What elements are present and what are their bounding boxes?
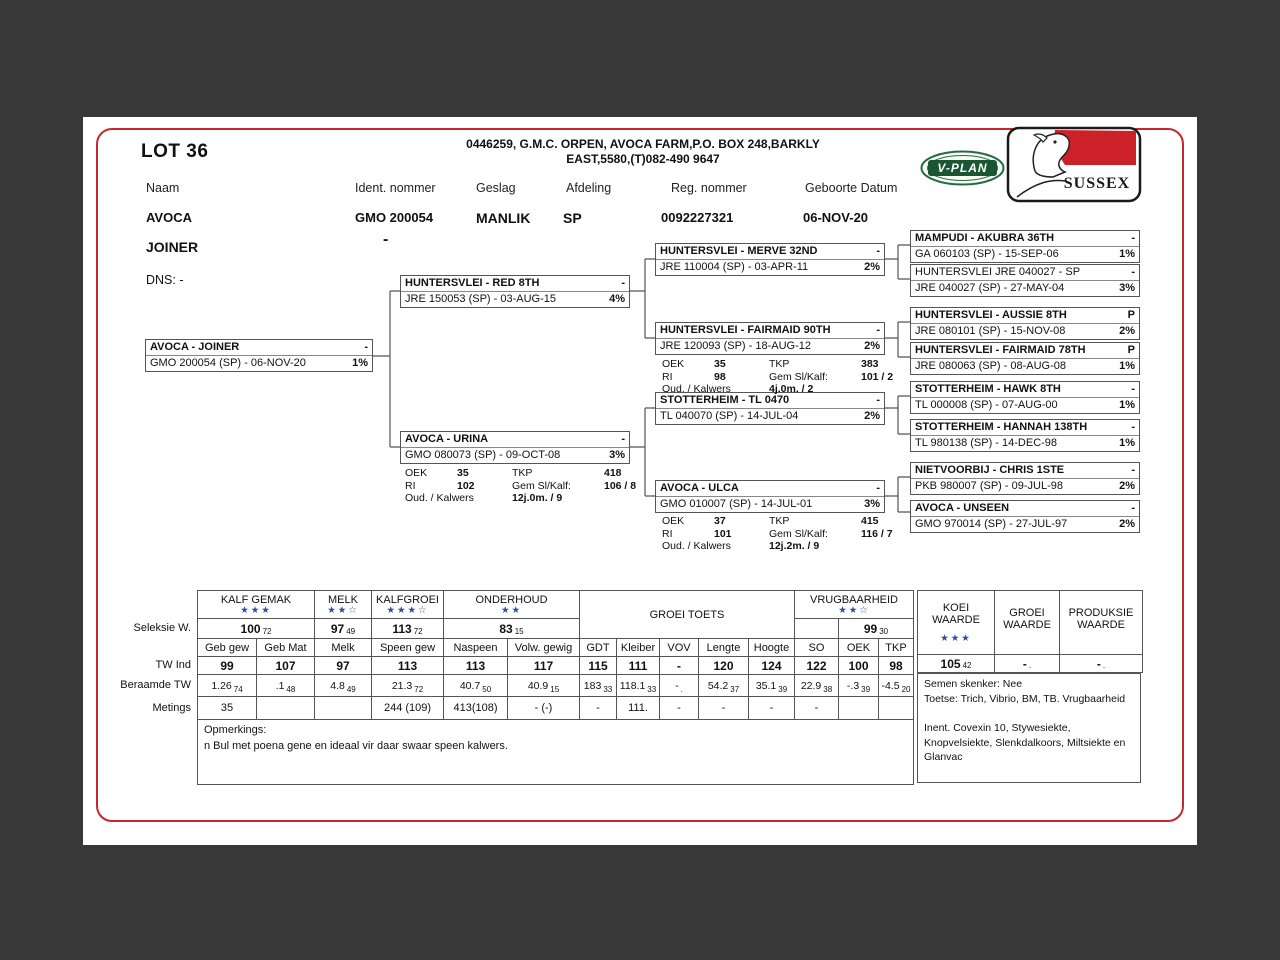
stat-oud: 12j.2m. / 9 (769, 540, 820, 552)
accuracy-sub: 42 (962, 661, 972, 670)
pedigree-box-ggp-8 (910, 500, 1140, 533)
dns-line: DNS: - (146, 273, 184, 287)
poll-badge: - (621, 277, 625, 289)
group-onderhoud (444, 591, 579, 618)
label-reg-nommer: Reg. nommer (671, 181, 747, 195)
col-header: Kleiber (617, 639, 659, 656)
stat-ri: 102 (457, 479, 475, 492)
koei-waarde-header (918, 591, 994, 654)
ebv-value: 40.9 (527, 679, 549, 692)
poll-badge: - (1131, 464, 1135, 476)
animal-reg: JRE 110004 (SP) - 03-APR-11 (660, 261, 809, 273)
waarde-table (917, 590, 1143, 673)
star-rating: ★★★☆ (386, 604, 429, 616)
waarde-label: PRODUKSIE (1068, 606, 1134, 619)
pedigree-box-dam (400, 431, 630, 464)
col-header: Geb gew (198, 639, 256, 656)
pedigree-box-ggp-1 (910, 230, 1140, 263)
row-label-metings: Metings (152, 702, 191, 714)
beraamde-cell (508, 675, 579, 696)
sussex-logo (1005, 125, 1143, 207)
accuracy-sub: 33 (603, 685, 613, 694)
animal-reg: GMO 200054 (SP) - 06-NOV-20 (150, 357, 306, 369)
stat-label-oek: OEK (662, 358, 685, 370)
inentings-line: Inent. Covexin 10, Stywesiekte, Knopvelsiekte, Slenkdalkoors, Miltsiekte en Glanvac (924, 722, 1126, 763)
inbreeding-pct: 4% (609, 293, 625, 305)
metings-cell: 35 (198, 697, 256, 719)
group-groei-toets: GROEI TOETS (580, 591, 794, 638)
seleksie-value: 83 (499, 621, 513, 636)
metings-cell: 244 (109) (372, 697, 443, 719)
metings-cell: - (795, 697, 838, 719)
accuracy-sub: 49 (346, 627, 356, 636)
label-naam: Naam (146, 181, 180, 195)
waarde-label: WAARDE (1077, 618, 1125, 631)
koei-waarde-value (918, 655, 994, 672)
beraamde-cell (580, 675, 616, 696)
tw-ind-cell: 113 (372, 657, 443, 674)
metings-cell: - (749, 697, 794, 719)
tw-ind-cell: 107 (257, 657, 314, 674)
stat-label-ri: RI (405, 479, 416, 492)
row-label-beraamde-tw: Beraamde TW (120, 679, 191, 691)
pedigree-box-ggp-3 (910, 307, 1140, 340)
tw-ind-cell: 98 (879, 657, 913, 674)
beraamde-cell (749, 675, 794, 696)
stat-tkp: 415 (861, 515, 879, 527)
ident-dash: - (383, 231, 389, 248)
metings-cell (879, 697, 913, 719)
inbreeding-pct: 1% (1119, 360, 1135, 372)
ebv-value: 40.7 (459, 679, 481, 692)
inbreeding-pct: 2% (1119, 325, 1135, 337)
ebv-value: 35.1 (755, 679, 777, 692)
animal-name: STOTTERHEIM - HANNAH 138TH (915, 421, 1088, 433)
metings-cell (839, 697, 878, 719)
value-ident-nommer: GMO 200054 (355, 210, 434, 225)
waarde-value: 105 (940, 656, 961, 671)
star-rating: ★★ (500, 604, 523, 616)
star-rating: ★★★ (940, 632, 972, 644)
col-header: Hoogte (749, 639, 794, 656)
waarde-value: - (1096, 656, 1101, 671)
col-header: GDT (580, 639, 616, 656)
ebv-value: - (675, 679, 679, 692)
col-header: OEK (839, 639, 878, 656)
group-label: MELK (328, 593, 358, 606)
stat-tkp: 383 (861, 358, 879, 370)
animal-reg: JRE 120093 (SP) - 18-AUG-12 (660, 340, 812, 352)
pedigree-box-ggp-2 (910, 264, 1140, 297)
label-geslag: Geslag (476, 181, 516, 195)
seleksie-cell (839, 619, 913, 638)
stat-label-tkp: TKP (769, 515, 790, 527)
animal-reg: GMO 080073 (SP) - 09-OCT-08 (405, 449, 561, 461)
poll-badge: - (364, 341, 368, 353)
animal-name: HUNTERSVLEI - RED 8TH (405, 277, 540, 289)
inbreeding-pct: 2% (864, 261, 880, 273)
stat-label-tkp: TKP (769, 358, 790, 370)
group-vrugbaarheid (795, 591, 913, 618)
opmerkings-title: Opmerkings: (204, 724, 267, 736)
tw-ind-cell: 97 (315, 657, 371, 674)
metings-cell: 413(108) (444, 697, 507, 719)
accuracy-sub: 72 (413, 627, 423, 636)
semen-skenker-line: Semen skenker: Nee (924, 678, 1023, 690)
stat-label-oek: OEK (662, 515, 685, 527)
ebv-value: .1 (275, 679, 285, 692)
beraamde-cell (198, 675, 256, 696)
beraamde-cell (839, 675, 878, 696)
inbreeding-pct: 2% (864, 340, 880, 352)
tw-ind-cell: 99 (198, 657, 256, 674)
beraamde-cell (617, 675, 659, 696)
star-rating: ★★☆ (327, 604, 359, 616)
animal-reg: JRE 150053 (SP) - 03-AUG-15 (405, 293, 557, 305)
animal-second-name: JOINER (146, 239, 199, 255)
inbreeding-pct: 2% (1119, 480, 1135, 492)
stat-ri: 98 (714, 370, 726, 383)
ebv-value: 21.3 (391, 679, 413, 692)
metings-cell: - (580, 697, 616, 719)
accuracy-sub: 50 (482, 685, 492, 694)
stat-oud: 12j.0m. / 9 (512, 492, 563, 504)
stat-label-gem: Gem Sl/Kalf: (512, 479, 571, 492)
animal-reg: GMO 970014 (SP) - 27-JUL-97 (915, 518, 1068, 530)
produksie-waarde-value (1060, 655, 1142, 672)
col-header: Speen gew (372, 639, 443, 656)
beraamde-cell (444, 675, 507, 696)
seleksie-value: 113 (392, 621, 412, 636)
animal-name: STOTTERHEIM - TL 0470 (660, 394, 790, 406)
seleksie-empty-cell (795, 619, 838, 638)
vplan-logo-text: V-PLAN (937, 161, 988, 175)
seleksie-value: 97 (330, 621, 345, 636)
metings-cell: - (699, 697, 748, 719)
inbreeding-pct: 1% (1119, 437, 1135, 449)
stats-urina (405, 467, 660, 505)
accuracy-sub: 15 (514, 627, 524, 636)
pedigree-box-gp-1 (655, 243, 885, 276)
group-label: KALFGROEI (376, 593, 439, 606)
stat-gem: 106 / 8 (604, 479, 637, 492)
animal-name: AVOCA - UNSEEN (915, 502, 1010, 514)
waarde-label: WAARDE (932, 613, 980, 626)
inbreeding-pct: 1% (1119, 399, 1135, 411)
poll-badge: - (876, 394, 880, 406)
ebv-value: 118.1 (619, 679, 646, 692)
stat-label-gem: Gem Sl/Kalf: (769, 527, 828, 540)
accuracy-sub: . (1028, 661, 1032, 670)
poll-badge: - (1131, 383, 1135, 395)
stat-gem: 116 / 7 (861, 527, 893, 540)
stat-label-ri: RI (662, 370, 673, 383)
poll-badge: - (876, 482, 880, 494)
seleksie-cell (315, 619, 371, 638)
col-header: Geb Mat (257, 639, 314, 656)
ebv-value: 54.2 (707, 679, 729, 692)
label-ident-nommer: Ident. nommer (355, 181, 436, 195)
inbreeding-pct: 2% (864, 410, 880, 422)
tw-ind-cell: 117 (508, 657, 579, 674)
tw-ind-cell: - (660, 657, 698, 674)
beraamde-cell (257, 675, 314, 696)
stat-oud: 4j.0m. / 2 (769, 383, 814, 395)
poll-badge: - (621, 433, 625, 445)
pedigree-box-ggp-5 (910, 381, 1140, 414)
stat-oek: 37 (714, 515, 726, 527)
ebv-table (197, 590, 914, 785)
accuracy-sub: 33 (647, 685, 657, 694)
stat-label-gem: Gem Sl/Kalf: (769, 370, 828, 383)
stats-fairmaid (662, 358, 917, 396)
accuracy-sub: 37 (730, 685, 740, 694)
group-melk (315, 591, 371, 618)
groei-waarde-value (995, 655, 1059, 672)
animal-reg: TL 000008 (SP) - 07-AUG-00 (915, 399, 1058, 411)
label-afdeling: Afdeling (566, 181, 612, 195)
animal-reg: GMO 010007 (SP) - 14-JUL-01 (660, 498, 813, 510)
accuracy-sub: 20 (901, 685, 911, 694)
value-afdeling: SP (563, 210, 582, 226)
row-label-tw-ind: TW Ind (155, 659, 191, 671)
animal-reg: PKB 980007 (SP) - 09-JUL-98 (915, 480, 1063, 492)
pedigree-box-ggp-4 (910, 342, 1140, 375)
animal-reg: TL 040070 (SP) - 14-JUL-04 (660, 410, 799, 422)
group-kalfgroei (372, 591, 443, 618)
col-header: VOV (660, 639, 698, 656)
pedigree-box-gp-4 (655, 480, 885, 513)
poll-badge: - (1131, 232, 1135, 244)
metings-cell (257, 697, 314, 719)
tw-ind-cell: 115 (580, 657, 616, 674)
accuracy-sub: 15 (550, 685, 560, 694)
animal-name: STOTTERHEIM - HAWK 8TH (915, 383, 1061, 395)
beraamde-cell (315, 675, 371, 696)
poll-badge: P (1127, 309, 1135, 321)
poll-badge: - (876, 245, 880, 257)
tw-ind-cell: 122 (795, 657, 838, 674)
stat-label-oud: Oud. / Kalwers (405, 492, 474, 504)
inbreeding-pct: 3% (864, 498, 880, 510)
poll-badge: P (1127, 344, 1135, 356)
accuracy-sub: 74 (233, 685, 243, 694)
seleksie-value: 100 (240, 621, 261, 636)
pedigree-box-ggp-6 (910, 419, 1140, 452)
produksie-waarde-header (1060, 591, 1142, 654)
opmerkings-box (198, 720, 913, 784)
tw-ind-cell: 120 (699, 657, 748, 674)
star-rating: ★★☆ (838, 604, 870, 616)
seleksie-cell (372, 619, 443, 638)
inbreeding-pct: 3% (609, 449, 625, 461)
animal-name: HUNTERSVLEI - FAIRMAID 78TH (915, 344, 1086, 356)
inbreeding-pct: 2% (1119, 518, 1135, 530)
animal-reg: JRE 080063 (SP) - 08-AUG-08 (915, 360, 1067, 372)
stat-label-ri: RI (662, 527, 673, 540)
metings-cell: - (-) (508, 697, 579, 719)
address-line-1: 0446259, G.M.C. ORPEN, AVOCA FARM,P.O. BOX 248,BARKLY (466, 137, 820, 151)
stat-tkp: 418 (604, 467, 622, 479)
beraamde-cell (795, 675, 838, 696)
metings-cell: 111. (617, 697, 659, 719)
waarde-label: GROEI (1009, 606, 1045, 619)
seleksie-cell (444, 619, 579, 638)
poll-badge: - (876, 324, 880, 336)
stat-oek: 35 (714, 358, 726, 370)
animal-reg: JRE 080101 (SP) - 15-NOV-08 (915, 325, 1066, 337)
animal-name: MAMPUDI - AKUBRA 36TH (915, 232, 1055, 244)
pedigree-box-sire (400, 275, 630, 308)
pedigree-box-gp-2 (655, 322, 885, 355)
animal-name: HUNTERSVLEI - AUSSIE 8TH (915, 309, 1067, 321)
poll-badge: - (1131, 502, 1135, 514)
animal-reg: GA 060103 (SP) - 15-SEP-06 (915, 248, 1059, 260)
opmerkings-text: n Bul met poena gene en ideaal vir daar swaar speen kalwers. (204, 740, 508, 752)
beraamde-cell (879, 675, 913, 696)
animal-reg: TL 980138 (SP) - 14-DEC-98 (915, 437, 1058, 449)
animal-name: NIETVOORBIJ - CHRIS 1STE (915, 464, 1065, 476)
catalog-page (83, 117, 1197, 845)
col-header: TKP (879, 639, 913, 656)
seleksie-value: 99 (863, 621, 878, 636)
ebv-value: 22.9 (800, 679, 822, 692)
accuracy-sub: 39 (778, 685, 788, 694)
value-geslag: MANLIK (476, 210, 531, 226)
tw-ind-cell: 111 (617, 657, 659, 674)
inbreeding-pct: 3% (1119, 282, 1135, 294)
sussex-logo-text: SUSSEX (1063, 175, 1131, 192)
tw-ind-cell: 124 (749, 657, 794, 674)
stat-label-oek: OEK (405, 467, 428, 479)
col-header: Naspeen (444, 639, 507, 656)
metings-cell (315, 697, 371, 719)
animal-name: HUNTERSVLEI - MERVE 32ND (660, 245, 818, 257)
col-header: SO (795, 639, 838, 656)
ebv-value: 4.8 (330, 679, 345, 692)
animal-name: HUNTERSVLEI - FAIRMAID 90TH (660, 324, 831, 336)
beraamde-cell (699, 675, 748, 696)
ebv-value: -.3 (846, 679, 860, 692)
tw-ind-cell: 100 (839, 657, 878, 674)
stat-label-tkp: TKP (512, 467, 533, 479)
accuracy-sub: 30 (879, 627, 889, 636)
animal-reg: JRE 040027 (SP) - 27-MAY-04 (915, 282, 1065, 294)
value-reg-nommer: 0092227321 (661, 210, 734, 225)
animal-name: AVOCA - JOINER (150, 341, 240, 353)
poll-badge: - (1131, 421, 1135, 433)
accuracy-sub: 72 (414, 685, 424, 694)
accuracy-sub: 72 (262, 627, 272, 636)
stats-ulca (662, 515, 917, 553)
row-label-seleksie: Seleksie W. (133, 622, 191, 634)
inbreeding-pct: 1% (352, 357, 368, 369)
poll-badge: - (1131, 266, 1135, 278)
beraamde-cell (660, 675, 698, 696)
vplan-logo (920, 150, 1005, 186)
pedigree-box-ggp-7 (910, 462, 1140, 495)
label-geboorte-datum: Geboorte Datum (805, 181, 898, 195)
waarde-label: WAARDE (1003, 618, 1051, 631)
waarde-value: - (1022, 656, 1027, 671)
lot-number: LOT 36 (141, 141, 209, 162)
group-label: KALF GEMAK (220, 593, 292, 606)
stat-gem: 101 / 2 (861, 370, 894, 383)
address-line-2: EAST,5580,(T)082-490 9647 (566, 152, 720, 166)
stat-label-oud: Oud. / Kalwers (662, 383, 731, 395)
accuracy-sub: 39 (861, 685, 871, 694)
group-label: VRUGBAARHEID (809, 593, 899, 606)
metings-cell: - (660, 697, 698, 719)
value-geboorte-datum: 06-NOV-20 (803, 210, 869, 225)
accuracy-sub: 48 (286, 685, 296, 694)
ebv-value: 183 (583, 679, 602, 692)
health-notes-panel (917, 673, 1141, 783)
star-rating: ★★★ (240, 604, 272, 616)
accuracy-sub: 38 (823, 685, 833, 694)
col-header: Melk (315, 639, 371, 656)
inbreeding-pct: 1% (1119, 248, 1135, 260)
groei-waarde-header (995, 591, 1059, 654)
accuracy-sub: . (1102, 661, 1106, 670)
accuracy-sub: . (680, 685, 683, 694)
seleksie-cell (198, 619, 314, 638)
stat-oek: 35 (457, 467, 469, 479)
animal-name: AVOCA - ULCA (660, 482, 739, 494)
animal-name: HUNTERSVLEI JRE 040027 - SP (915, 266, 1081, 278)
col-header: Lengte (699, 639, 748, 656)
accuracy-sub: 49 (346, 685, 356, 694)
sussex-cattle-icon (1005, 125, 1143, 207)
beraamde-cell (372, 675, 443, 696)
col-header: Volw. gewig (508, 639, 579, 656)
value-naam: AVOCA (146, 210, 192, 225)
ebv-value: 1.26 (211, 679, 232, 692)
group-label: ONDERHOUD (475, 593, 548, 606)
group-kalf-gemak (198, 591, 314, 618)
stat-ri: 101 (714, 527, 732, 540)
waarde-label: KOEI (942, 601, 970, 614)
pedigree-box-gp-3 (655, 392, 885, 425)
toetse-line: Toetse: Trich, Vibrio, BM, TB. Vrugbaarheid (924, 692, 1126, 705)
stat-label-oud: Oud. / Kalwers (662, 540, 731, 552)
ebv-value: -4.5 (881, 679, 900, 692)
tw-ind-cell: 113 (444, 657, 507, 674)
animal-name: AVOCA - URINA (405, 433, 489, 445)
pedigree-box-subject (145, 339, 373, 372)
